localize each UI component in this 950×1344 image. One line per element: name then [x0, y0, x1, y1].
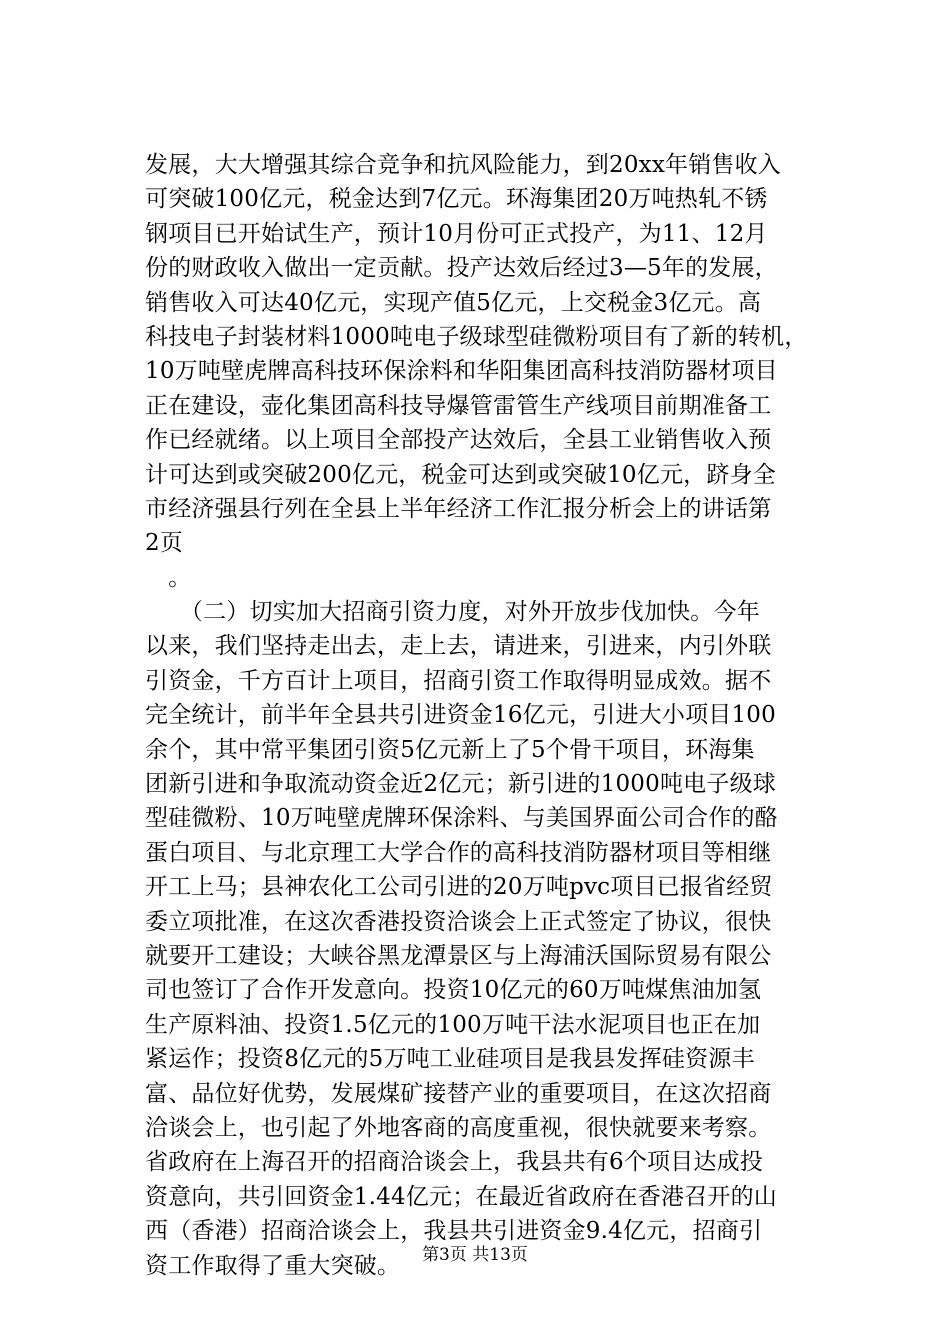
text-line: （二）切实加大招商引资力度，对外开放步伐加快。今年 — [145, 599, 760, 626]
text-line: 资意向，共引回资金1.44亿元；在最近省政府在香港召开的山 — [145, 1183, 778, 1210]
text-line: 科技电子封装材料1000吨电子级球型硅微粉项目有了新的转机， — [145, 323, 808, 350]
text-line: 发展，大大增强其综合竞争和抗风险能力，到20xx年销售收入 — [145, 152, 782, 178]
text-line: 市经济强县行列在全县上半年经济工作汇报分析会上的讲话第 — [145, 495, 772, 522]
text-line: 销售收入可达40亿元，实现产值5亿元，上交税金3亿元。高 — [145, 289, 762, 316]
text-line: 委立项批准，在这次香港投资洽谈会上正式签定了协议，很快 — [145, 908, 772, 935]
text-line: 生产原料油、投资1.5亿元的100万吨干法水泥项目也正在加 — [145, 1011, 761, 1038]
text-line: 余个，其中常平集团引资5亿元新上了5个骨干项目，环海集 — [145, 736, 755, 763]
text-line: 西（香港）招商洽谈会上，我县共引进资金9.4亿元，招商引 — [145, 1218, 763, 1245]
text-line: 就要开工建设；大峡谷黑龙潭景区与上海浦沃国际贸易有限公 — [145, 942, 772, 969]
text-line: 司也签订了合作开发意向。投资10亿元的60万吨煤焦油加氢 — [145, 977, 762, 1004]
text-line: 可突破100亿元，税金达到7亿元。环海集团20万吨热轧不锈 — [145, 186, 768, 213]
text-line: 份的财政收入做出一定贡献。投产达效后经过3—5年的发展， — [145, 255, 778, 282]
text-line: 10万吨壁虎牌高科技环保涂料和华阳集团高科技消防器材项目 — [145, 358, 778, 385]
page-footer: 第3页 共13页 — [422, 1245, 528, 1265]
text-line: 资工作取得了重大突破。 — [145, 1252, 401, 1279]
text-line: 以来，我们坚持走出去，走上去，请进来，引进来，内引外联 — [145, 633, 772, 660]
text-line: 2页 — [145, 530, 184, 557]
text-line: 型硅微粉、10万吨壁虎牌环保涂料、与美国界面公司合作的酪 — [145, 805, 778, 832]
text-line: 开工上马；县神农化工公司引进的20万吨pvc项目已报省经贸 — [145, 874, 773, 901]
text-line: 引资金，千方百计上项目，招商引资工作取得明显成效。据不 — [145, 667, 772, 694]
text-line: 团新引进和争取流动资金近2亿元；新引进的1000吨电子级球 — [145, 771, 776, 798]
body-text — [145, 148, 825, 1283]
text-line: 。 — [145, 564, 192, 591]
text-line: 蛋白项目、与北京理工大学合作的高科技消防器材项目等相继 — [145, 839, 772, 866]
text-line: 计可达到或突破200亿元，税金可达到或突破10亿元，跻身全 — [145, 461, 776, 488]
text-line: 正在建设，壶化集团高科技导爆管雷管生产线项目前期准备工 — [145, 392, 772, 419]
text-line: 洽谈会上，也引起了外地客商的高度重视，很快就要来考察。 — [145, 1114, 772, 1141]
text-line: 钢项目已开始试生产，预计10月份可正式投产，为11、12月 — [145, 220, 768, 247]
text-line: 省政府在上海召开的招商洽谈会上，我县共有6个项目达成投 — [145, 1149, 764, 1176]
text-line: 富、品位好优势，发展煤矿接替产业的重要项目，在这次招商 — [145, 1080, 772, 1107]
text-line: 完全统计，前半年全县共引进资金16亿元，引进大小项目100 — [145, 702, 776, 729]
text-line: 作已经就绪。以上项目全部投产达效后，全县工业销售收入预 — [145, 427, 772, 454]
text-line: 紧运作；投资8亿元的5万吨工业硅项目是我县发挥硅资源丰 — [145, 1046, 755, 1073]
